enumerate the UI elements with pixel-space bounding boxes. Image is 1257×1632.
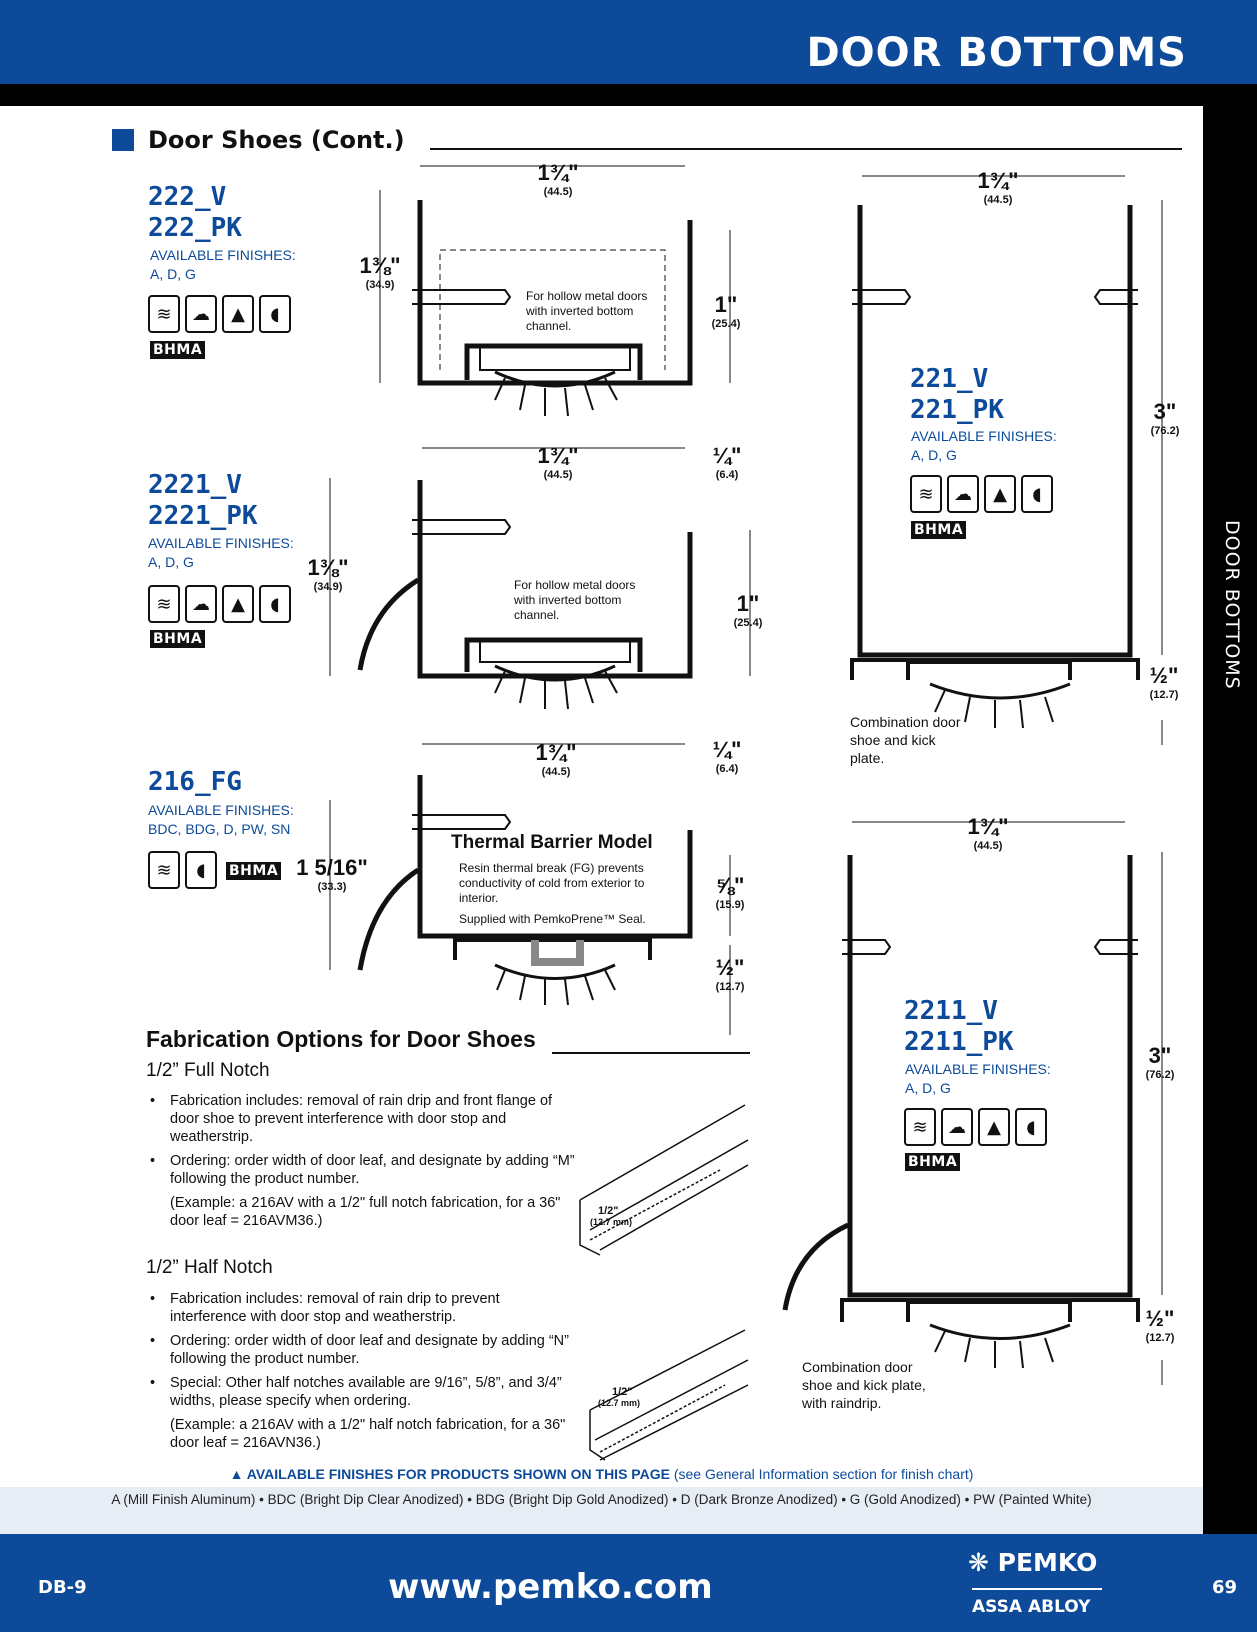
full-notch-heading: 1/2” Full Notch: [146, 1060, 270, 1081]
thermal-supplied: Supplied with PemkoPrene™ Seal.: [459, 912, 646, 926]
cert-icons-221: [910, 475, 1053, 513]
dim-shoe-2221: 1" (25.4): [733, 591, 763, 629]
dim-width-2221: 1¾" (44.5): [537, 443, 579, 481]
bhma-badge: BHMA: [150, 630, 205, 648]
fabrication-rule: [552, 1052, 750, 1054]
page-title: DOOR BOTTOMS: [806, 30, 1187, 76]
list-item: • Fabrication includes: removal of rain drip to prevent interference with door stop and weatherstrip.: [146, 1290, 578, 1326]
dim-height-216: 1 5/16" (33.3): [296, 855, 368, 893]
full-notch-list: [146, 1092, 578, 1236]
half-notch-heading: 1/2” Half Notch: [146, 1257, 273, 1278]
fire-rated-icon: ▲: [222, 295, 254, 333]
cert-icons-216: [148, 851, 217, 889]
fabrication-title: Fabrication Options for Door Shoes: [146, 1026, 536, 1052]
dim-58-216: ⅝" (15.9): [715, 873, 745, 911]
fire-rated-icon: ▲: [222, 585, 254, 623]
finishes-list: A (Mill Finish Aluminum) • BDC (Bright Dip Clear Anodized) • BDG (Bright Dip Gold Anodized) • D (Dark Bronze Anodized) • G (Gold Anodized) • PW (Painted White): [111, 1492, 1092, 1507]
bhma-badge: BHMA: [905, 1153, 960, 1171]
dim-shoe-222: 1" (25.4): [711, 292, 741, 330]
product-name: 2211_PK: [904, 1027, 1014, 1057]
cert-icons-222: [148, 295, 291, 333]
example-text: (Example: a 216AV with a 1/2" full notch fabrication, for a 36" door leaf = 216AVM36.): [170, 1195, 561, 1229]
product-name: 222_V: [148, 182, 227, 212]
bhma-badge: BHMA: [150, 341, 205, 359]
finishes-2221: [148, 534, 294, 572]
sound-rated-icon: ≋: [148, 851, 180, 889]
list-item: • Ordering: order width of door leaf, and designate by adding “M” following the product number.: [146, 1152, 578, 1188]
acoustic-icon: ◖: [1015, 1108, 1047, 1146]
dim-quarter-216: ¼" (6.4): [712, 737, 742, 775]
assa-abloy-logo: ASSA ABLOY: [972, 1597, 1091, 1617]
air-infiltration-icon: ☁: [185, 585, 217, 623]
sound-rated-icon: ≋: [148, 585, 180, 623]
product-name: 216_FG: [148, 767, 242, 797]
sound-rated-icon: ≋: [910, 475, 942, 513]
finishes-heading-text: ▲ AVAILABLE FINISHES FOR PRODUCTS SHOWN ON THIS PAGE: [229, 1466, 670, 1482]
pemko-logo: ❋ PEMKO: [968, 1548, 1098, 1577]
dim-height-2221: 1⅜" (34.9): [307, 555, 349, 593]
notch-tag-full: 1/2": [598, 1205, 619, 1217]
air-infiltration-icon: ☁: [941, 1108, 973, 1146]
sound-rated-icon: ≋: [904, 1108, 936, 1146]
product-name: 221_V: [910, 364, 989, 394]
note-hollow-2221: For hollow metal doors with inverted bottom channel.: [514, 578, 636, 622]
example-text: (Example: a 216AV with a 1/2" half notch fabrication, for a 36" door leaf = 216AVN36.): [170, 1417, 566, 1451]
finishes-label: AVAILABLE FINISHES:: [148, 802, 294, 818]
product-2211: [904, 996, 1014, 1058]
product-name: 222_PK: [148, 213, 242, 243]
finishes-2211: [905, 1060, 1051, 1098]
notch-tag-half: 1/2": [612, 1386, 633, 1398]
list-item: • Fabrication includes: removal of rain drip and front flange of door shoe to prevent interference with door stop and weatherstrip.: [146, 1092, 578, 1146]
half-notch-list: [146, 1290, 578, 1458]
list-item: • Ordering: order width of door leaf and designate by adding “N” following the product number.: [146, 1332, 578, 1368]
air-infiltration-icon: ☁: [185, 295, 217, 333]
thermal-title: Thermal Barrier Model: [451, 832, 653, 853]
finishes-label: AVAILABLE FINISHES:: [911, 428, 1057, 444]
finishes-value: BDC, BDG, D, PW, SN: [148, 821, 291, 837]
thermal-body: Resin thermal break (FG) prevents conductivity of cold from exterior to interior.: [459, 861, 645, 905]
fire-rated-icon: ▲: [978, 1108, 1010, 1146]
finishes-label: AVAILABLE FINISHES:: [148, 535, 294, 551]
note-hollow-222: For hollow metal doors with inverted bottom channel.: [526, 289, 648, 333]
bhma-badge: BHMA: [226, 862, 281, 880]
cert-icons-2211: [904, 1108, 1047, 1146]
finishes-value: A, D, G: [911, 447, 957, 463]
list-item: • Special: Other half notches available are 9/16”, 5/8”, and 3/4” widths, please specify when ordering.: [146, 1374, 578, 1410]
caption-221: Combination door shoe and kick plate.: [850, 714, 961, 766]
dim-width-216: 1¾" (44.5): [535, 740, 577, 778]
website-link[interactable]: www.pemko.com: [388, 1567, 713, 1607]
dim-12-221: ½" (12.7): [1149, 663, 1179, 701]
dim-width-221: 1¾" (44.5): [977, 168, 1019, 206]
logo-rule: [972, 1588, 1102, 1590]
finishes-label: AVAILABLE FINISHES:: [905, 1061, 1051, 1077]
product-216: [148, 767, 242, 798]
finishes-216: [148, 801, 294, 839]
product-name: 221_PK: [910, 395, 1004, 425]
finishes-heading-note: (see General Information section for finish chart): [673, 1466, 974, 1482]
finishes-value: A, D, G: [148, 554, 194, 570]
page-number: 69: [1212, 1577, 1238, 1598]
acoustic-icon: ◖: [259, 585, 291, 623]
finishes-value: A, D, G: [150, 266, 196, 282]
fire-rated-icon: ▲: [984, 475, 1016, 513]
product-2221: [148, 470, 258, 532]
finishes-label: AVAILABLE FINISHES:: [150, 247, 296, 263]
product-name: 2221_V: [148, 470, 242, 500]
finishes-value: A, D, G: [905, 1080, 951, 1096]
dim-quarter-2221: ¼" (6.4): [712, 443, 742, 481]
caption-2211: Combination door shoe and kick plate, with raindrip.: [802, 1359, 926, 1411]
dim-12-2211: ½" (12.7): [1145, 1306, 1175, 1344]
dim-height-2211: 3" (76.2): [1145, 1043, 1175, 1081]
dim-height-222: 1⅜" (34.9): [359, 253, 401, 291]
air-infiltration-icon: ☁: [947, 475, 979, 513]
bhma-badge: BHMA: [911, 521, 966, 539]
side-tab-label: DOOR BOTTOMS: [1221, 520, 1243, 690]
section-title: Door Shoes (Cont.): [148, 126, 405, 154]
page-code: DB-9: [38, 1577, 87, 1598]
cert-icons-2221: [148, 585, 291, 623]
acoustic-icon: ◖: [185, 851, 217, 889]
dim-height-221: 3" (76.2): [1150, 399, 1180, 437]
notch-tag-half-mm: (12.7 mm): [598, 1398, 641, 1408]
product-221: [910, 364, 1004, 426]
product-222: [148, 182, 242, 244]
acoustic-icon: ◖: [1021, 475, 1053, 513]
finishes-222: [150, 246, 296, 284]
product-name: 2211_V: [904, 996, 998, 1026]
finishes-221: [911, 427, 1057, 465]
sound-rated-icon: ≋: [148, 295, 180, 333]
notch-tag-full-mm: (12.7 mm): [590, 1217, 633, 1227]
profile-2211: [785, 822, 1162, 1385]
product-name: 2221_PK: [148, 501, 258, 531]
dim-width-222: 1¾" (44.5): [537, 160, 579, 198]
dim-12-216: ½" (12.7): [715, 955, 745, 993]
finishes-heading: [0, 1466, 1203, 1482]
acoustic-icon: ◖: [259, 295, 291, 333]
dim-width-2211: 1¾" (44.5): [967, 814, 1009, 852]
